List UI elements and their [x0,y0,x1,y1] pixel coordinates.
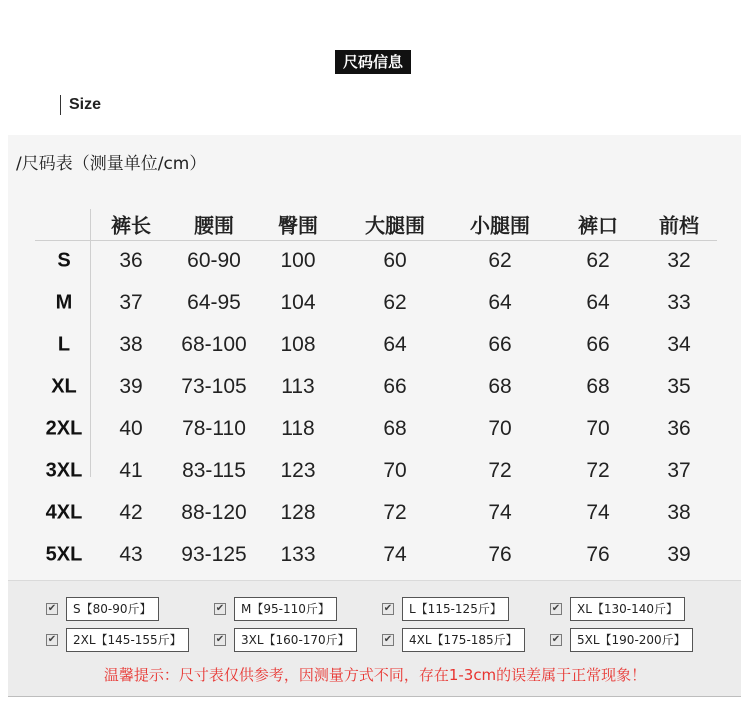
column-header: 裤长 [111,213,151,238]
weight-option[interactable] [550,597,685,621]
table-cell: 60 [383,249,407,272]
column-divider [90,209,91,477]
header-divider [35,240,717,241]
table-cell: 62 [383,291,407,314]
table-cell: 64 [488,291,512,314]
row-size-label: L [57,333,71,356]
table-cell: 83-115 [182,459,246,482]
size-subtitle [60,94,101,116]
table-cell: 123 [280,459,316,482]
table-cell: 37 [667,459,691,482]
checkbox-icon[interactable]: ✔ [215,603,225,614]
column-header: 腰围 [194,213,234,238]
row-size-label: 3XL [45,459,83,482]
weight-option[interactable] [382,628,525,652]
measurement-note: 温馨提示：尺寸表仅供参考，因测量方式不同，存在1-3cm的误差属于正常现象！ [103,666,647,684]
column-header: 裤口 [578,213,618,238]
checkbox-icon[interactable]: ✔ [215,634,225,645]
table-cell: 78-110 [182,417,246,440]
table-cell: 64 [586,291,610,314]
table-cell: 76 [488,543,512,566]
table-cell: 38 [667,501,691,524]
table-cell: 76 [586,543,610,566]
table-cell: 62 [586,249,610,272]
table-cell: 66 [488,333,512,356]
row-size-label: S [57,249,71,272]
table-cell: 37 [119,291,143,314]
checkbox-icon[interactable]: ✔ [47,603,57,614]
weight-label: 3XL【160-170斤】 [234,628,357,652]
table-cell: 64 [383,333,407,356]
weight-label: S【80-90斤】 [66,597,159,621]
table-cell: 68 [383,417,407,440]
table-cell: 64-95 [187,291,241,314]
table-cell: 100 [280,249,316,272]
table-cell: 35 [667,375,691,398]
table-cell: 113 [281,375,315,398]
row-size-label: 4XL [45,501,83,524]
table-cell: 68 [488,375,512,398]
table-cell: 66 [586,333,610,356]
table-cell: 62 [488,249,512,272]
weight-label: 4XL【175-185斤】 [402,628,525,652]
size-table-panel [8,135,741,580]
table-cell: 70 [586,417,610,440]
checkbox-icon[interactable]: ✔ [383,603,393,614]
table-cell: 66 [383,375,407,398]
checkbox-icon[interactable]: ✔ [383,634,393,645]
table-cell: 39 [119,375,143,398]
table-cell: 128 [280,501,316,524]
table-cell: 72 [586,459,610,482]
row-size-label: 5XL [45,543,83,566]
table-cell: 93-125 [181,543,247,566]
size-subtitle-text: Size [69,96,102,113]
table-cell: 40 [119,417,143,440]
checkbox-icon[interactable]: ✔ [551,634,561,645]
table-cell: 42 [119,501,143,524]
table-cell: 74 [383,543,407,566]
table-cell: 70 [488,417,512,440]
weight-label: 2XL【145-155斤】 [66,628,189,652]
weight-label: M【95-110斤】 [234,597,337,621]
weight-option[interactable] [214,597,337,621]
table-cell: 32 [667,249,691,272]
table-cell: 73-105 [181,375,247,398]
table-cell: 88-120 [181,501,247,524]
table-cell: 118 [281,417,315,440]
table-cell: 36 [119,249,143,272]
table-cell: 72 [383,501,407,524]
table-caption: /尺码表（测量单位/cm） [16,154,207,174]
row-size-label: M [55,291,73,314]
table-cell: 68 [586,375,610,398]
weight-option[interactable] [46,628,189,652]
column-header: 前档 [659,213,699,238]
column-header: 大腿围 [365,213,425,238]
row-size-label: XL [51,375,77,398]
checkbox-icon[interactable]: ✔ [47,634,57,645]
table-cell: 43 [119,543,143,566]
weight-option[interactable] [382,597,509,621]
table-cell: 38 [119,333,143,356]
column-header: 臀围 [278,213,318,238]
weight-option[interactable] [46,597,159,621]
table-cell: 41 [119,459,143,482]
table-cell: 74 [488,501,512,524]
table-cell: 34 [667,333,691,356]
weight-label: XL【130-140斤】 [570,597,685,621]
table-cell: 74 [586,501,610,524]
size-table [8,135,741,580]
table-cell: 39 [667,543,691,566]
table-cell: 68-100 [181,333,247,356]
checkbox-icon[interactable]: ✔ [551,603,561,614]
table-cell: 60-90 [187,249,241,272]
table-cell: 108 [280,333,316,356]
weight-label: L【115-125斤】 [402,597,509,621]
table-cell: 104 [280,291,316,314]
weight-option[interactable] [214,628,357,652]
row-size-label: 2XL [45,417,83,440]
table-cell: 36 [667,417,691,440]
subtitle-divider [60,95,61,115]
table-cell: 33 [667,291,691,314]
weight-label: 5XL【190-200斤】 [570,628,693,652]
weight-option[interactable] [550,628,693,652]
table-cell: 72 [488,459,512,482]
table-cell: 70 [383,459,407,482]
column-header: 小腿围 [470,213,530,238]
table-cell: 133 [280,543,316,566]
section-title: 尺码信息 [335,50,411,74]
